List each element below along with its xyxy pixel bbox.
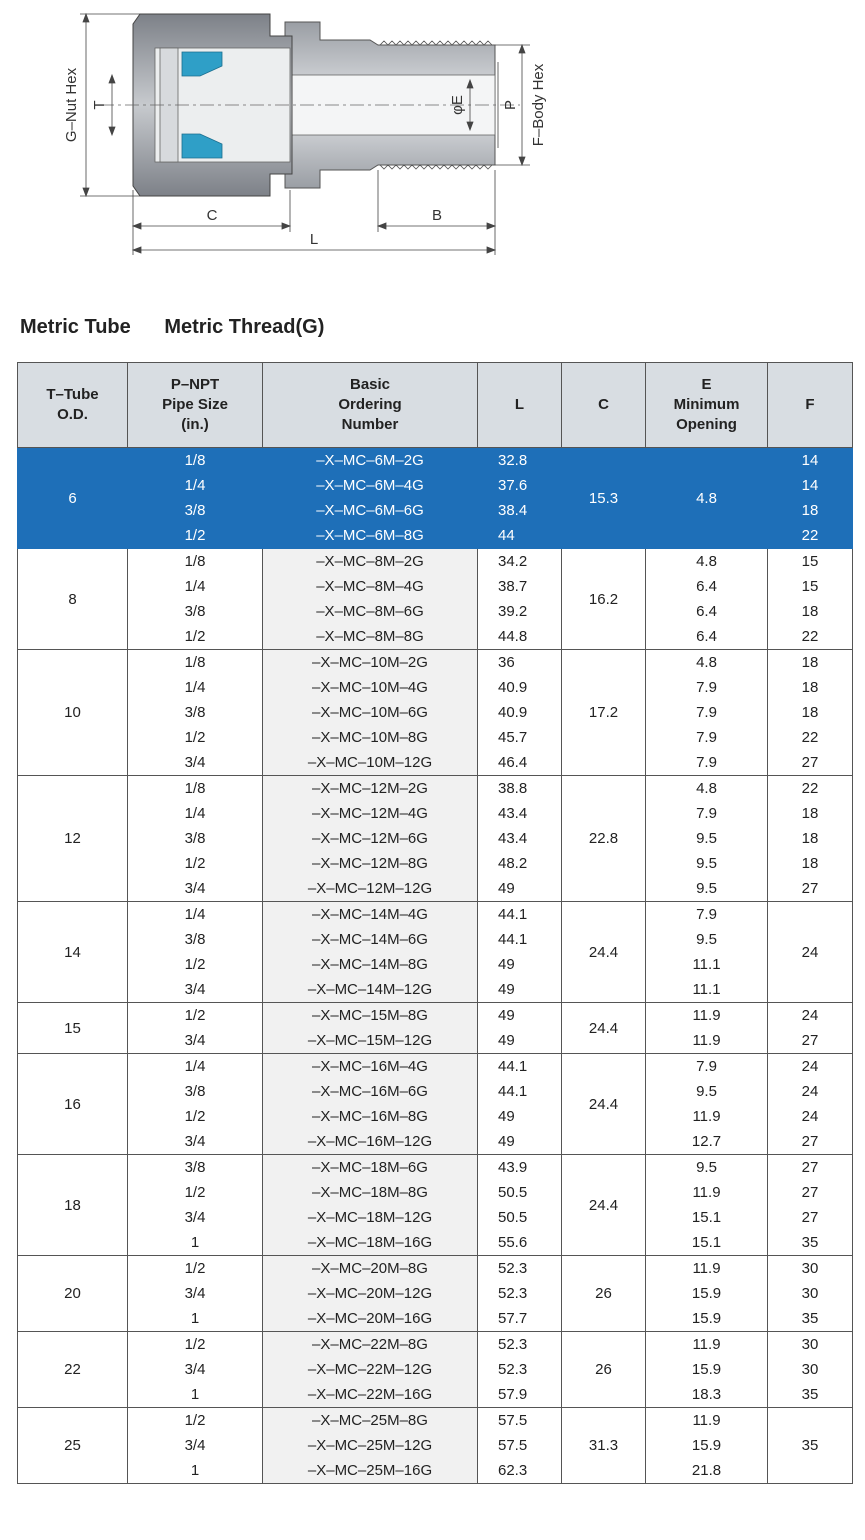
table-row (18, 700, 853, 725)
cell-ordering-number: –X–MC–12M–4G (263, 801, 478, 826)
cell-l: 44.1 (478, 1054, 562, 1080)
cell-l: 32.8 (478, 448, 562, 474)
cell-f: 35 (768, 1408, 853, 1484)
cell-e: 9.5 (646, 1155, 768, 1181)
cell-pipe-size: 1/2 (128, 725, 263, 750)
cell-c: 16.2 (562, 549, 646, 650)
table-row (18, 1028, 853, 1054)
cell-c: 15.3 (562, 448, 646, 549)
cell-l: 44.8 (478, 624, 562, 650)
table-row (18, 826, 853, 851)
cell-e: 7.9 (646, 700, 768, 725)
cell-ordering-number: –X–MC–18M–16G (263, 1230, 478, 1256)
cell-l: 57.9 (478, 1382, 562, 1408)
cell-f: 24 (768, 1079, 853, 1104)
cell-l: 50.5 (478, 1180, 562, 1205)
cell-ordering-number: –X–MC–16M–12G (263, 1129, 478, 1155)
table-row (18, 1306, 853, 1332)
cell-e: 11.9 (646, 1332, 768, 1358)
cell-pipe-size: 3/4 (128, 1205, 263, 1230)
cell-ordering-number: –X–MC–20M–16G (263, 1306, 478, 1332)
cell-pipe-size: 3/4 (128, 977, 263, 1003)
cell-l: 38.7 (478, 574, 562, 599)
b-label: B (431, 207, 443, 224)
cell-l: 44.1 (478, 902, 562, 928)
table-row (18, 902, 853, 928)
cell-pipe-size: 3/8 (128, 927, 263, 952)
cell-c: 24.4 (562, 902, 646, 1003)
cell-ordering-number: –X–MC–6M–2G (263, 448, 478, 474)
header-p-npt: P–NPT Pipe Size (in.) (128, 363, 263, 448)
fitting-drawing (0, 0, 560, 270)
table-row (18, 927, 853, 952)
cell-pipe-size: 3/8 (128, 599, 263, 624)
cell-f: 18 (768, 851, 853, 876)
cell-c: 24.4 (562, 1054, 646, 1155)
table-row (18, 1433, 853, 1458)
cell-tube-od: 16 (18, 1054, 128, 1155)
cell-l: 43.4 (478, 826, 562, 851)
cell-tube-od: 15 (18, 1003, 128, 1054)
cell-pipe-size: 3/4 (128, 876, 263, 902)
cell-f: 18 (768, 599, 853, 624)
cell-f: 15 (768, 549, 853, 575)
header-l: L (478, 363, 562, 448)
cell-e: 6.4 (646, 624, 768, 650)
cell-f: 27 (768, 1129, 853, 1155)
cell-e: 4.8 (646, 448, 768, 549)
phi-e-label: φE (449, 95, 466, 115)
cell-f: 24 (768, 1054, 853, 1080)
cell-f: 27 (768, 1028, 853, 1054)
cell-pipe-size: 3/8 (128, 1155, 263, 1181)
cell-ordering-number: –X–MC–18M–6G (263, 1155, 478, 1181)
cell-pipe-size: 1/4 (128, 574, 263, 599)
cell-tube-od: 22 (18, 1332, 128, 1408)
cell-pipe-size: 1 (128, 1458, 263, 1484)
cell-pipe-size: 1/2 (128, 952, 263, 977)
cell-ordering-number: –X–MC–25M–12G (263, 1433, 478, 1458)
cell-f: 18 (768, 826, 853, 851)
cell-f: 18 (768, 650, 853, 676)
cell-tube-od: 10 (18, 650, 128, 776)
table-row (18, 574, 853, 599)
cell-tube-od: 18 (18, 1155, 128, 1256)
cell-l: 49 (478, 1104, 562, 1129)
size-group (18, 776, 853, 902)
cell-f: 27 (768, 1180, 853, 1205)
cell-l: 44.1 (478, 927, 562, 952)
cell-f: 18 (768, 700, 853, 725)
table-row (18, 1054, 853, 1080)
table-row (18, 650, 853, 676)
cell-e: 11.1 (646, 952, 768, 977)
cell-e: 9.5 (646, 876, 768, 902)
size-group (18, 1408, 853, 1484)
cell-tube-od: 8 (18, 549, 128, 650)
cell-ordering-number: –X–MC–12M–12G (263, 876, 478, 902)
cell-e: 11.9 (646, 1028, 768, 1054)
table-row (18, 1205, 853, 1230)
cell-l: 50.5 (478, 1205, 562, 1230)
cell-l: 49 (478, 1028, 562, 1054)
table-header-row (18, 363, 853, 448)
cell-ordering-number: –X–MC–15M–12G (263, 1028, 478, 1054)
cell-pipe-size: 1/4 (128, 1054, 263, 1080)
cell-pipe-size: 3/8 (128, 1079, 263, 1104)
table-row (18, 801, 853, 826)
cell-e: 7.9 (646, 902, 768, 928)
cell-e: 4.8 (646, 776, 768, 802)
table-row (18, 851, 853, 876)
cell-ordering-number: –X–MC–6M–4G (263, 473, 478, 498)
cell-f: 24 (768, 1104, 853, 1129)
cell-f: 27 (768, 876, 853, 902)
cell-e: 7.9 (646, 1054, 768, 1080)
l-label: L (309, 231, 319, 248)
table-row (18, 1458, 853, 1484)
cell-e: 21.8 (646, 1458, 768, 1484)
table-row (18, 952, 853, 977)
cell-ordering-number: –X–MC–18M–8G (263, 1180, 478, 1205)
cell-ordering-number: –X–MC–16M–4G (263, 1054, 478, 1080)
size-group (18, 549, 853, 650)
cell-l: 46.4 (478, 750, 562, 776)
cell-pipe-size: 1/2 (128, 1180, 263, 1205)
cell-ordering-number: –X–MC–12M–6G (263, 826, 478, 851)
cell-ordering-number: –X–MC–14M–6G (263, 927, 478, 952)
table-row (18, 1382, 853, 1408)
cell-pipe-size: 3/8 (128, 498, 263, 523)
cell-ordering-number: –X–MC–18M–12G (263, 1205, 478, 1230)
c-label: C (206, 207, 218, 224)
cell-e: 18.3 (646, 1382, 768, 1408)
cell-c: 17.2 (562, 650, 646, 776)
cell-l: 52.3 (478, 1281, 562, 1306)
cell-pipe-size: 3/8 (128, 826, 263, 851)
cell-pipe-size: 1/8 (128, 650, 263, 676)
cell-l: 40.9 (478, 675, 562, 700)
cell-ordering-number: –X–MC–20M–12G (263, 1281, 478, 1306)
cell-c: 26 (562, 1256, 646, 1332)
cell-e: 11.9 (646, 1408, 768, 1434)
cell-ordering-number: –X–MC–12M–8G (263, 851, 478, 876)
f-body-hex-label: F–Body Hex (530, 63, 547, 147)
header-ordering-number: Basic Ordering Number (263, 363, 478, 448)
cell-e: 9.5 (646, 851, 768, 876)
cell-e: 7.9 (646, 725, 768, 750)
table-row (18, 876, 853, 902)
cell-ordering-number: –X–MC–14M–12G (263, 977, 478, 1003)
cell-pipe-size: 1/8 (128, 549, 263, 575)
cell-pipe-size: 3/4 (128, 1281, 263, 1306)
cell-f: 35 (768, 1382, 853, 1408)
cell-l: 49 (478, 952, 562, 977)
header-t-tube-od: T–Tube O.D. (18, 363, 128, 448)
cell-e: 7.9 (646, 675, 768, 700)
cell-e: 11.9 (646, 1256, 768, 1282)
table-row (18, 1408, 853, 1434)
cell-e: 15.1 (646, 1230, 768, 1256)
cell-e: 6.4 (646, 599, 768, 624)
cell-ordering-number: –X–MC–10M–2G (263, 650, 478, 676)
cell-tube-od: 20 (18, 1256, 128, 1332)
cell-ordering-number: –X–MC–6M–8G (263, 523, 478, 549)
table-row (18, 1155, 853, 1181)
table-row (18, 1332, 853, 1358)
cell-e: 7.9 (646, 750, 768, 776)
table-row (18, 750, 853, 776)
cell-l: 57.7 (478, 1306, 562, 1332)
cell-e: 4.8 (646, 650, 768, 676)
cell-pipe-size: 1/2 (128, 523, 263, 549)
cell-pipe-size: 1/2 (128, 1408, 263, 1434)
cell-l: 49 (478, 1003, 562, 1029)
cell-pipe-size: 1 (128, 1230, 263, 1256)
size-group (18, 650, 853, 776)
cell-l: 34.2 (478, 549, 562, 575)
cell-e: 12.7 (646, 1129, 768, 1155)
cell-tube-od: 14 (18, 902, 128, 1003)
cell-c: 24.4 (562, 1155, 646, 1256)
cell-f: 14 (768, 473, 853, 498)
cell-pipe-size: 1/2 (128, 1104, 263, 1129)
cell-pipe-size: 1/4 (128, 902, 263, 928)
cell-ordering-number: –X–MC–25M–16G (263, 1458, 478, 1484)
cell-f: 35 (768, 1306, 853, 1332)
cell-pipe-size: 1/2 (128, 851, 263, 876)
table-row (18, 1256, 853, 1282)
cell-e: 9.5 (646, 1079, 768, 1104)
g-nut-hex-label: G–Nut Hex (63, 67, 80, 143)
cell-ordering-number: –X–MC–22M–12G (263, 1357, 478, 1382)
cell-f: 22 (768, 725, 853, 750)
cell-l: 36 (478, 650, 562, 676)
cell-pipe-size: 3/8 (128, 700, 263, 725)
cell-f: 18 (768, 801, 853, 826)
cell-e: 6.4 (646, 574, 768, 599)
cell-pipe-size: 1/2 (128, 624, 263, 650)
cell-f: 24 (768, 1003, 853, 1029)
cell-l: 43.4 (478, 801, 562, 826)
cell-f: 30 (768, 1281, 853, 1306)
table-row (18, 1129, 853, 1155)
cell-f: 27 (768, 750, 853, 776)
cell-pipe-size: 1 (128, 1306, 263, 1332)
spec-table (17, 362, 853, 1484)
cell-f: 22 (768, 776, 853, 802)
cell-pipe-size: 1/2 (128, 1256, 263, 1282)
t-label: T (91, 100, 108, 110)
cell-l: 48.2 (478, 851, 562, 876)
heading-metric-tube: Metric Tube (20, 316, 131, 338)
cell-e: 11.9 (646, 1003, 768, 1029)
cell-l: 52.3 (478, 1332, 562, 1358)
table-row (18, 725, 853, 750)
cell-ordering-number: –X–MC–22M–8G (263, 1332, 478, 1358)
cell-l: 45.7 (478, 725, 562, 750)
cell-ordering-number: –X–MC–14M–8G (263, 952, 478, 977)
cell-pipe-size: 1/2 (128, 1332, 263, 1358)
cell-ordering-number: –X–MC–20M–8G (263, 1256, 478, 1282)
cell-e: 7.9 (646, 801, 768, 826)
cell-e: 15.9 (646, 1281, 768, 1306)
cell-tube-od: 12 (18, 776, 128, 902)
cell-l: 38.4 (478, 498, 562, 523)
size-group (18, 1256, 853, 1332)
cell-l: 49 (478, 1129, 562, 1155)
cell-pipe-size: 1/8 (128, 776, 263, 802)
header-c: C (562, 363, 646, 448)
table-row (18, 1230, 853, 1256)
size-group (18, 1054, 853, 1155)
size-group (18, 448, 853, 549)
cell-c: 22.8 (562, 776, 646, 902)
cell-tube-od: 25 (18, 1408, 128, 1484)
cell-ordering-number: –X–MC–10M–6G (263, 700, 478, 725)
cell-pipe-size: 1/4 (128, 801, 263, 826)
cell-pipe-size: 3/4 (128, 1129, 263, 1155)
table-row (18, 977, 853, 1003)
cell-ordering-number: –X–MC–15M–8G (263, 1003, 478, 1029)
cell-pipe-size: 3/4 (128, 1357, 263, 1382)
cell-ordering-number: –X–MC–25M–8G (263, 1408, 478, 1434)
cell-f: 22 (768, 523, 853, 549)
cell-l: 43.9 (478, 1155, 562, 1181)
cell-ordering-number: –X–MC–16M–8G (263, 1104, 478, 1129)
cell-f: 30 (768, 1256, 853, 1282)
cell-l: 44 (478, 523, 562, 549)
cell-l: 40.9 (478, 700, 562, 725)
cell-f: 22 (768, 624, 853, 650)
cell-e: 4.8 (646, 549, 768, 575)
cell-f: 27 (768, 1155, 853, 1181)
cell-e: 11.1 (646, 977, 768, 1003)
cell-l: 62.3 (478, 1458, 562, 1484)
cell-c: 31.3 (562, 1408, 646, 1484)
cell-pipe-size: 3/4 (128, 1028, 263, 1054)
cell-f: 30 (768, 1357, 853, 1382)
cell-e: 15.9 (646, 1433, 768, 1458)
cell-c: 26 (562, 1332, 646, 1408)
table-row (18, 1079, 853, 1104)
cell-f: 14 (768, 448, 853, 474)
table-row (18, 1003, 853, 1029)
table-row (18, 1104, 853, 1129)
cell-e: 15.9 (646, 1306, 768, 1332)
cell-pipe-size: 3/4 (128, 1433, 263, 1458)
header-f: F (768, 363, 853, 448)
cell-tube-od: 6 (18, 448, 128, 549)
cell-c: 24.4 (562, 1003, 646, 1054)
cell-pipe-size: 1/8 (128, 448, 263, 474)
cell-f: 18 (768, 675, 853, 700)
cell-f: 35 (768, 1230, 853, 1256)
cell-f: 18 (768, 498, 853, 523)
cell-e: 15.1 (646, 1205, 768, 1230)
p-label: P (502, 99, 519, 111)
size-group (18, 1332, 853, 1408)
cell-ordering-number: –X–MC–10M–12G (263, 750, 478, 776)
cell-pipe-size: 1/4 (128, 473, 263, 498)
cell-l: 44.1 (478, 1079, 562, 1104)
table-row (18, 1180, 853, 1205)
cell-f: 30 (768, 1332, 853, 1358)
cell-l: 39.2 (478, 599, 562, 624)
cell-l: 52.3 (478, 1256, 562, 1282)
table-row (18, 549, 853, 575)
cell-l: 38.8 (478, 776, 562, 802)
cell-ordering-number: –X–MC–6M–6G (263, 498, 478, 523)
cell-l: 49 (478, 977, 562, 1003)
cell-l: 57.5 (478, 1433, 562, 1458)
cell-ordering-number: –X–MC–10M–8G (263, 725, 478, 750)
cell-l: 57.5 (478, 1408, 562, 1434)
table-row (18, 599, 853, 624)
cell-l: 52.3 (478, 1357, 562, 1382)
size-group (18, 1155, 853, 1256)
cell-f: 24 (768, 902, 853, 1003)
table-row (18, 776, 853, 802)
header-e: E Minimum Opening (646, 363, 768, 448)
cell-e: 15.9 (646, 1357, 768, 1382)
cell-l: 37.6 (478, 473, 562, 498)
cell-ordering-number: –X–MC–14M–4G (263, 902, 478, 928)
cell-e: 9.5 (646, 826, 768, 851)
section-headings (20, 316, 352, 339)
table-row (18, 675, 853, 700)
cell-e: 11.9 (646, 1104, 768, 1129)
cell-ordering-number: –X–MC–8M–4G (263, 574, 478, 599)
size-group (18, 902, 853, 1003)
table-row (18, 448, 853, 474)
cell-ordering-number: –X–MC–12M–2G (263, 776, 478, 802)
table-row (18, 624, 853, 650)
cell-ordering-number: –X–MC–8M–2G (263, 549, 478, 575)
table-row (18, 1357, 853, 1382)
cell-ordering-number: –X–MC–8M–6G (263, 599, 478, 624)
cell-e: 9.5 (646, 927, 768, 952)
cell-pipe-size: 1/4 (128, 675, 263, 700)
cell-ordering-number: –X–MC–16M–6G (263, 1079, 478, 1104)
cell-f: 15 (768, 574, 853, 599)
cell-pipe-size: 1 (128, 1382, 263, 1408)
cell-l: 49 (478, 876, 562, 902)
cell-ordering-number: –X–MC–10M–4G (263, 675, 478, 700)
table-row (18, 1281, 853, 1306)
heading-metric-thread: Metric Thread(G) (164, 316, 325, 338)
cell-ordering-number: –X–MC–8M–8G (263, 624, 478, 650)
cell-f: 27 (768, 1205, 853, 1230)
cell-e: 11.9 (646, 1180, 768, 1205)
cell-pipe-size: 1/2 (128, 1003, 263, 1029)
cell-l: 55.6 (478, 1230, 562, 1256)
cell-ordering-number: –X–MC–22M–16G (263, 1382, 478, 1408)
cell-pipe-size: 3/4 (128, 750, 263, 776)
size-group (18, 1003, 853, 1054)
